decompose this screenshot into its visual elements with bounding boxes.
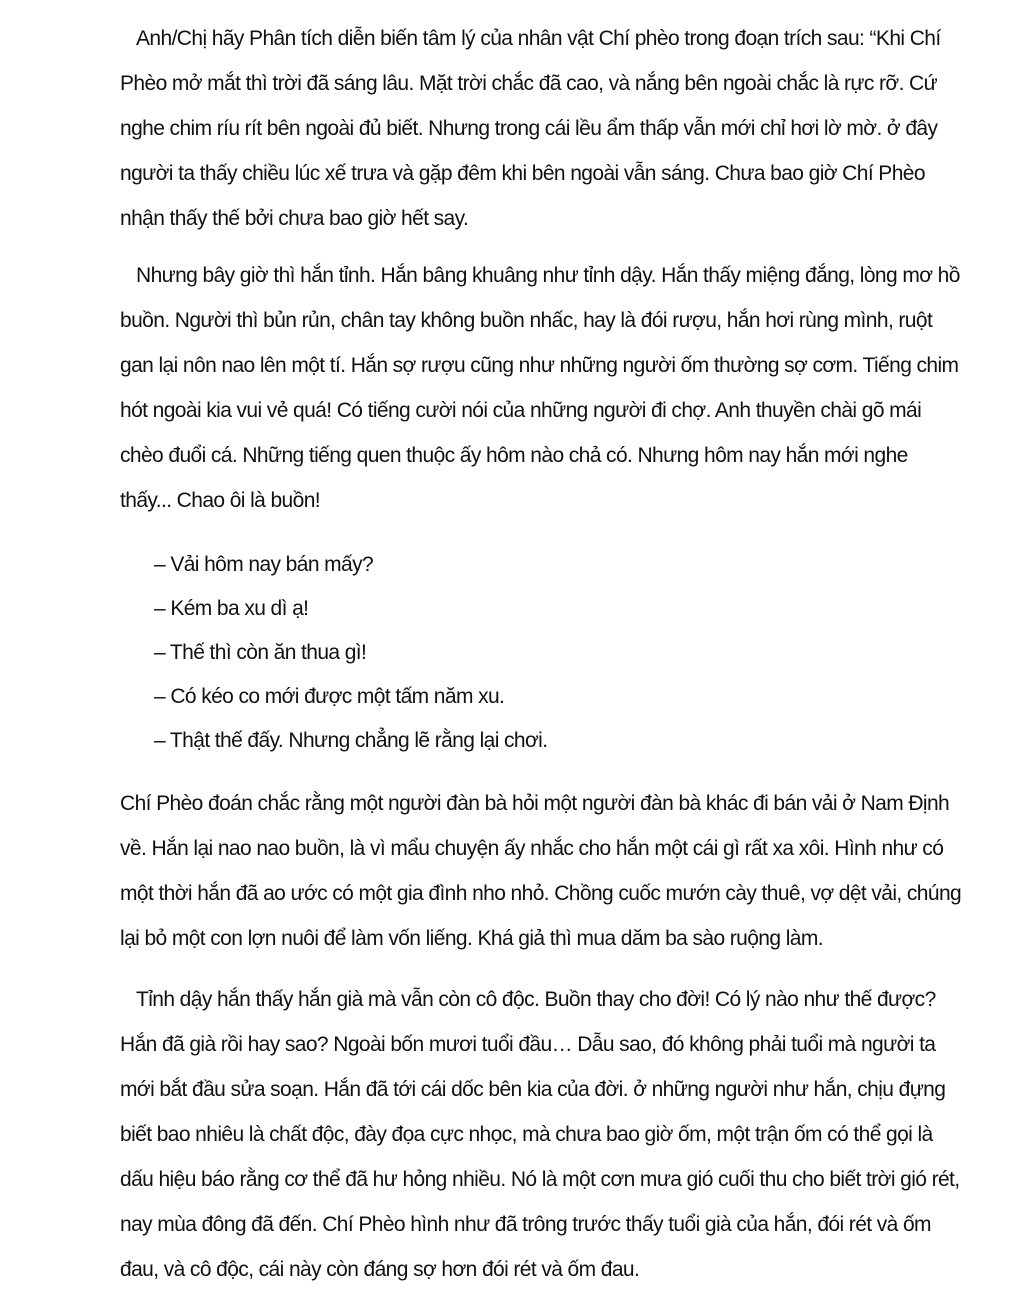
dialogue-line: – Vải hôm nay bán mấy? xyxy=(154,553,374,576)
prompt-text: Anh/Chị hãy Phân tích diễn biến tâm lý của nhân vật Chí phèo trong đoạn trích sau: “Khi Chí Phèo mở mắt thì trời đã sáng lâu. Mặt trời chắc đã cao, và nắng bên ngoài chắc là rực rỡ. Cứ nghe chim ríu rít bên ngoài đủ biết. Nhưng trong cái lều ẩm thấp vẫn mới chỉ hơi lờ mờ. ở đây người ta thấy chiều lúc xế trưa và gặp đêm khi bên ngoài vẫn sáng. Chưa bao giờ Chí Phèo nhận thấy thế bởi chưa bao giờ hết say. xyxy=(120,27,941,230)
paragraph-2 xyxy=(120,253,962,523)
paragraph-2-text: Nhưng bây giờ thì hắn tỉnh. Hắn bâng khuâng như tỉnh dậy. Hắn thấy miệng đắng, lòng mơ hồ buồn. Người thì bủn rủn, chân tay không buồn nhấc, hay là đói rượu, hắn hơi rùng mình, ruột gan lại nôn nao lên một tí. Hắn sợ rượu cũng như những người ốm thường sợ cơm. Tiếng chim hót ngoài kia vui vẻ quá! Có tiếng cười nói của những người đi chợ. Anh thuyền chài gõ mái chèo đuổi cá. Những tiếng quen thuộc ấy hôm nào chả có. Nhưng hôm nay hắn mới nghe thấy... Chao ôi là buồn! xyxy=(120,264,960,512)
paragraph-3: Chí Phèo đoán chắc rằng một người đàn bà hỏi một người đàn bà khác đi bán vải ở Nam Định về. Hắn lại nao nao buồn, là vì mẩu chuyện ấy nhắc cho hắn một cái gì rất xa xôi. Hình như có một thời hắn đã ao ước có một gia đình nho nhỏ. Chồng cuốc mướn cày thuê, vợ dệt vải, chúng lại bỏ một con lợn nuôi để làm vốn liếng. Khá giả thì mua dăm ba sào ruộng làm. xyxy=(120,792,962,950)
dialogue-line: – Thật thế đấy. Nhưng chẳng lẽ rằng lại chơi. xyxy=(154,729,548,752)
dialogue-list xyxy=(120,543,962,763)
dialogue-line: – Kém ba xu dì ạ! xyxy=(154,597,309,620)
paragraph-4-text: Tỉnh dậy hắn thấy hắn già mà vẫn còn cô độc. Buồn thay cho đời! Có lý nào như thế được? Hắn đã già rồi hay sao? Ngoài bốn mươi tuổi đầu… Dẫu sao, đó không phải tuổi mà người ta mới bắt đầu sửa soạn. Hắn đã tới cái dốc bên kia của đời. ở những người như hắn, chịu đựng biết bao nhiêu là chất độc, đày đọa cực nhọc, mà chưa bao giờ ốm, một trận ốm có thể gọi là dấu hiệu báo rằng cơ thể đã hư hỏng nhiều. Nó là một cơn mưa gió cuối thu cho biết trời gió rét, nay mùa đông đã đến. Chí Phèo hình như đã trông trước thấy tuổi già của hắn, đói rét và ốm đau, và cô độc, cái này còn đáng sợ hơn đói rét và ốm đau. xyxy=(120,988,960,1281)
paragraph-4 xyxy=(120,977,962,1292)
dialogue-line: – Có kéo co mới được một tấm năm xu. xyxy=(154,685,505,708)
dialogue-line: – Thế thì còn ăn thua gì! xyxy=(154,641,367,664)
prompt-paragraph xyxy=(120,16,962,241)
